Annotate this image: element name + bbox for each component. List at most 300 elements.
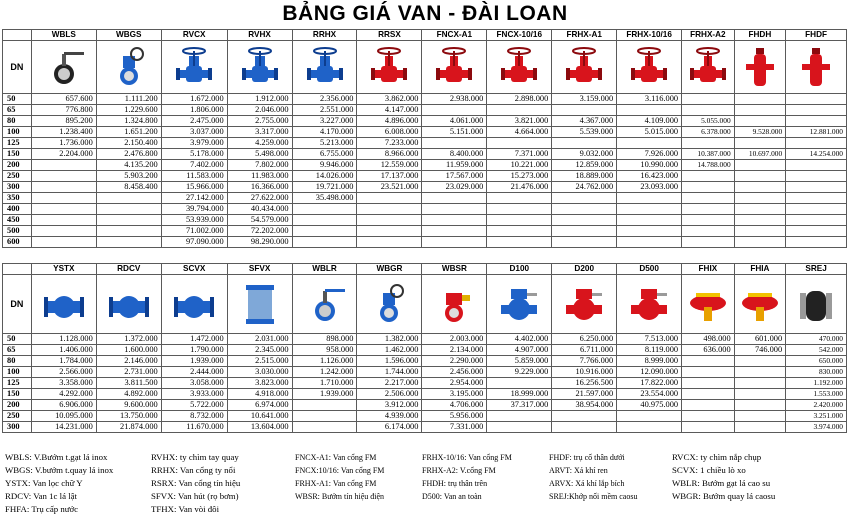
price-cell bbox=[96, 193, 161, 204]
control-valve-blue-icon bbox=[487, 281, 551, 327]
price-cell bbox=[734, 193, 786, 204]
price-cell: 4.292.000 bbox=[31, 389, 96, 400]
price-cell: 1.736.000 bbox=[31, 138, 96, 149]
price-cell: 1.939.000 bbox=[161, 356, 227, 367]
strainer-blue-icon bbox=[32, 281, 96, 327]
price-cell: 6.755.000 bbox=[292, 149, 357, 160]
price-cell: 3.358.000 bbox=[31, 378, 96, 389]
legend-item: RRHX: Van cổng ty nổi bbox=[151, 465, 236, 475]
legend-item: TFHX: Van vòi đôi bbox=[151, 504, 220, 514]
column-header-fhdh: FHDH bbox=[734, 30, 786, 41]
price-cell: 40.434.000 bbox=[227, 204, 292, 215]
table-row bbox=[3, 204, 847, 215]
valve-image-rdcv bbox=[96, 275, 161, 334]
price-cell bbox=[734, 171, 786, 182]
price-cell: 2.551.000 bbox=[292, 105, 357, 116]
control-valve-red-icon bbox=[617, 281, 681, 327]
legend-item: RSRX: Van cổng tín hiệu bbox=[151, 478, 241, 488]
price-cell: 16.256.500 bbox=[552, 378, 617, 389]
price-cell: 1.744.000 bbox=[357, 367, 422, 378]
price-cell: 6.250.000 bbox=[552, 334, 617, 345]
price-cell: 2.031.000 bbox=[227, 334, 292, 345]
table-row bbox=[3, 182, 847, 193]
price-cell bbox=[357, 193, 422, 204]
price-cell bbox=[734, 367, 786, 378]
column-header-fhdf: FHDF bbox=[786, 30, 847, 41]
price-cell: 1.939.000 bbox=[292, 389, 357, 400]
price-cell: 3.251.000 bbox=[786, 411, 847, 422]
price-cell: 3.116.000 bbox=[617, 94, 682, 105]
price-cell: 2.345.000 bbox=[227, 345, 292, 356]
price-cell: 4.664.000 bbox=[487, 127, 552, 138]
price-cell bbox=[734, 116, 786, 127]
corner-cell bbox=[3, 30, 32, 41]
price-cell: 1.596.000 bbox=[357, 356, 422, 367]
price-cell: 3.912.000 bbox=[357, 400, 422, 411]
dn-cell: 65 bbox=[3, 345, 32, 356]
price-cell: 21.874.000 bbox=[96, 422, 161, 433]
price-cell: 2.134.000 bbox=[422, 345, 487, 356]
price-cell bbox=[682, 400, 735, 411]
price-cell bbox=[734, 422, 786, 433]
legend-item: FHFA: Trụ cấp nước bbox=[5, 504, 79, 514]
price-cell bbox=[786, 171, 847, 182]
table-row bbox=[3, 400, 847, 411]
price-cell: 2.290.000 bbox=[422, 356, 487, 367]
price-cell bbox=[422, 105, 487, 116]
price-cell: 1.406.000 bbox=[31, 345, 96, 356]
gate-red-wheel-icon bbox=[487, 44, 551, 90]
dn-cell: 300 bbox=[3, 422, 32, 433]
legend-item: WBLS: V.Bướm t.gạt lá inox bbox=[5, 452, 108, 462]
price-cell bbox=[786, 182, 847, 193]
price-cell: 40.975.000 bbox=[617, 400, 682, 411]
price-cell: 15.273.000 bbox=[487, 171, 552, 182]
price-cell: 12.881.000 bbox=[786, 127, 847, 138]
price-cell: 1.324.800 bbox=[96, 116, 161, 127]
price-cell bbox=[422, 215, 487, 226]
price-cell bbox=[734, 411, 786, 422]
price-cell bbox=[31, 193, 96, 204]
price-cell: 27.142.000 bbox=[161, 193, 227, 204]
price-cell bbox=[734, 237, 786, 248]
price-cell bbox=[487, 226, 552, 237]
gate-red-small-icon bbox=[682, 44, 734, 90]
price-cell: 13.604.000 bbox=[227, 422, 292, 433]
price-cell bbox=[552, 204, 617, 215]
price-cell bbox=[786, 215, 847, 226]
price-cell: 17.137.000 bbox=[357, 171, 422, 182]
price-cell: 1.126.000 bbox=[292, 356, 357, 367]
price-cell bbox=[357, 237, 422, 248]
price-cell: 18.999.000 bbox=[487, 389, 552, 400]
price-cell bbox=[487, 215, 552, 226]
foot-valve-blue-icon bbox=[228, 281, 292, 327]
valve-image-srej bbox=[786, 275, 847, 334]
price-cell bbox=[682, 94, 735, 105]
price-cell: 3.037.000 bbox=[161, 127, 227, 138]
gate-blue-large-icon bbox=[228, 44, 292, 90]
price-cell: 636.000 bbox=[682, 345, 735, 356]
price-cell bbox=[292, 204, 357, 215]
column-header-rrsx: RRSX bbox=[357, 30, 422, 41]
price-cell: 11.983.000 bbox=[227, 171, 292, 182]
column-header-fncx-10-16: FNCX-10/16 bbox=[487, 30, 552, 41]
price-cell: 1.242.000 bbox=[292, 367, 357, 378]
butterfly-signal-red-icon bbox=[422, 281, 486, 327]
dn-cell: 450 bbox=[3, 215, 32, 226]
table-row bbox=[3, 116, 847, 127]
legend-item: FNCX-A1: Van cổng FM bbox=[295, 453, 377, 462]
column-header-d200: D200 bbox=[552, 264, 617, 275]
price-cell bbox=[682, 138, 735, 149]
price-cell bbox=[31, 226, 96, 237]
price-cell: 12.559.000 bbox=[357, 160, 422, 171]
price-cell: 6.378.000 bbox=[682, 127, 735, 138]
rubber-joint-icon bbox=[786, 281, 846, 327]
price-cell: 8.458.400 bbox=[96, 182, 161, 193]
price-cell bbox=[734, 138, 786, 149]
price-cell bbox=[682, 356, 735, 367]
dn-cell: 125 bbox=[3, 138, 32, 149]
price-cell: 4.147.000 bbox=[357, 105, 422, 116]
price-cell: 2.475.000 bbox=[161, 116, 227, 127]
gate-red-icon bbox=[357, 44, 421, 90]
column-header-wbgs: WBGS bbox=[96, 30, 161, 41]
price-cell: 7.402.000 bbox=[161, 160, 227, 171]
gate-red-rising-icon bbox=[552, 44, 616, 90]
price-cell: 71.002.000 bbox=[161, 226, 227, 237]
dn-cell: 125 bbox=[3, 378, 32, 389]
price-cell bbox=[734, 160, 786, 171]
price-cell: 23.521.000 bbox=[357, 182, 422, 193]
dn-cell: 100 bbox=[3, 367, 32, 378]
price-cell bbox=[552, 193, 617, 204]
price-cell bbox=[292, 411, 357, 422]
price-cell: 6.711.000 bbox=[552, 345, 617, 356]
price-cell: 17.822.000 bbox=[617, 378, 682, 389]
column-header-d500: D500 bbox=[617, 264, 682, 275]
price-cell: 1.806.000 bbox=[161, 105, 227, 116]
price-cell: 21.476.000 bbox=[487, 182, 552, 193]
column-header-rvcx: RVCX bbox=[161, 30, 227, 41]
valve-image-fhdf bbox=[786, 41, 847, 94]
price-cell: 9.600.000 bbox=[96, 400, 161, 411]
dn-cell: 200 bbox=[3, 400, 32, 411]
price-cell bbox=[31, 237, 96, 248]
price-cell bbox=[552, 237, 617, 248]
legend-item: FHDH: trụ thân trên bbox=[422, 479, 488, 488]
price-cell: 8.999.000 bbox=[617, 356, 682, 367]
price-cell: 10.916.000 bbox=[552, 367, 617, 378]
legend bbox=[5, 452, 847, 518]
price-cell: 23.029.000 bbox=[422, 182, 487, 193]
table-row bbox=[3, 356, 847, 367]
price-cell: 2.420.000 bbox=[786, 400, 847, 411]
table-row bbox=[3, 215, 847, 226]
price-cell: 4.402.000 bbox=[487, 334, 552, 345]
legend-item: FRHX-A2: V.cổng FM bbox=[422, 466, 496, 475]
price-cell: 3.030.000 bbox=[227, 367, 292, 378]
price-cell: 11.583.000 bbox=[161, 171, 227, 182]
price-cell: 5.859.000 bbox=[487, 356, 552, 367]
price-cell bbox=[734, 204, 786, 215]
price-cell: 1.229.600 bbox=[96, 105, 161, 116]
price-cell: 5.213.000 bbox=[292, 138, 357, 149]
price-cell: 14.026.000 bbox=[292, 171, 357, 182]
price-cell bbox=[617, 193, 682, 204]
valve-image-frhx-10-16 bbox=[617, 41, 682, 94]
column-header-fhix: FHIX bbox=[682, 264, 735, 275]
price-cell: 1.462.000 bbox=[357, 345, 422, 356]
price-cell: 7.926.000 bbox=[617, 149, 682, 160]
price-cell: 4.892.000 bbox=[96, 389, 161, 400]
price-cell bbox=[96, 204, 161, 215]
price-cell bbox=[422, 237, 487, 248]
price-cell: 12.859.000 bbox=[552, 160, 617, 171]
price-cell bbox=[487, 237, 552, 248]
price-cell: 2.444.000 bbox=[161, 367, 227, 378]
valve-image-wbgs bbox=[96, 41, 161, 94]
price-cell: 21.597.000 bbox=[552, 389, 617, 400]
price-cell bbox=[682, 389, 735, 400]
hydrant-head-red-icon bbox=[735, 281, 786, 327]
price-cell: 3.821.000 bbox=[487, 116, 552, 127]
price-cell: 38.954.000 bbox=[552, 400, 617, 411]
column-header-rvhx: RVHX bbox=[227, 30, 292, 41]
price-cell: 2.003.000 bbox=[422, 334, 487, 345]
price-cell: 4.367.000 bbox=[552, 116, 617, 127]
table-row bbox=[3, 149, 847, 160]
gate-red-wheel-icon bbox=[422, 44, 486, 90]
price-cell: 72.202.000 bbox=[227, 226, 292, 237]
column-header-ystx: YSTX bbox=[31, 264, 96, 275]
price-cell: 19.721.000 bbox=[292, 182, 357, 193]
price-cell: 2.476.800 bbox=[96, 149, 161, 160]
price-cell: 16.366.000 bbox=[227, 182, 292, 193]
legend-item: ARVT: Xả khí ren bbox=[549, 466, 608, 475]
price-cell bbox=[292, 400, 357, 411]
price-cell bbox=[682, 105, 735, 116]
price-cell: 5.722.000 bbox=[161, 400, 227, 411]
price-cell: 27.622.000 bbox=[227, 193, 292, 204]
price-cell bbox=[31, 204, 96, 215]
butterfly-lever-icon bbox=[32, 44, 96, 90]
legend-item: WBLR: Bướm gạt lá cao su bbox=[672, 478, 771, 488]
price-cell bbox=[617, 237, 682, 248]
price-cell bbox=[617, 105, 682, 116]
column-header-frhx-a2: FRHX-A2 bbox=[682, 30, 735, 41]
price-cell: 5.539.000 bbox=[552, 127, 617, 138]
price-cell bbox=[422, 226, 487, 237]
column-header-wbgr: WBGR bbox=[357, 264, 422, 275]
price-cell bbox=[682, 226, 735, 237]
price-cell bbox=[617, 138, 682, 149]
table2-image-row bbox=[3, 275, 847, 334]
valve-image-scvx bbox=[161, 275, 227, 334]
price-cell: 2.755.000 bbox=[227, 116, 292, 127]
valve-image-frhx-a1 bbox=[552, 41, 617, 94]
price-cell: 5.178.000 bbox=[161, 149, 227, 160]
column-header-frhx-a1: FRHX-A1 bbox=[552, 30, 617, 41]
price-cell bbox=[682, 237, 735, 248]
price-cell bbox=[734, 356, 786, 367]
price-cell: 6.008.000 bbox=[357, 127, 422, 138]
price-cell bbox=[682, 193, 735, 204]
price-cell: 2.954.000 bbox=[422, 378, 487, 389]
price-cell bbox=[31, 160, 96, 171]
dn-cell: 500 bbox=[3, 226, 32, 237]
price-cell: 17.567.000 bbox=[422, 171, 487, 182]
price-cell: 16.423.000 bbox=[617, 171, 682, 182]
column-header-wbls: WBLS bbox=[31, 30, 96, 41]
price-cell bbox=[292, 226, 357, 237]
price-cell: 8.400.000 bbox=[422, 149, 487, 160]
price-cell bbox=[487, 138, 552, 149]
price-cell: 4.896.000 bbox=[357, 116, 422, 127]
price-cell bbox=[487, 193, 552, 204]
valve-image-frhx-a2 bbox=[682, 41, 735, 94]
price-cell bbox=[734, 226, 786, 237]
price-cell: 10.387.000 bbox=[682, 149, 735, 160]
price-cell bbox=[786, 105, 847, 116]
price-cell: 6.906.000 bbox=[31, 400, 96, 411]
price-cell bbox=[786, 116, 847, 127]
price-cell: 12.090.000 bbox=[617, 367, 682, 378]
dn-cell: 65 bbox=[3, 105, 32, 116]
price-cell: 895.200 bbox=[31, 116, 96, 127]
price-cell: 3.159.000 bbox=[552, 94, 617, 105]
price-cell bbox=[682, 378, 735, 389]
dn-cell: 200 bbox=[3, 160, 32, 171]
price-cell: 7.233.000 bbox=[357, 138, 422, 149]
price-cell: 3.811.500 bbox=[96, 378, 161, 389]
legend-item: YSTX: Van lọc chữ Y bbox=[5, 478, 83, 488]
price-cell bbox=[292, 215, 357, 226]
table1-image-row bbox=[3, 41, 847, 94]
price-cell: 2.731.000 bbox=[96, 367, 161, 378]
table-row bbox=[3, 193, 847, 204]
price-cell bbox=[786, 193, 847, 204]
price-cell: 8.966.000 bbox=[357, 149, 422, 160]
price-cell: 3.823.000 bbox=[227, 378, 292, 389]
price-cell: 3.317.000 bbox=[227, 127, 292, 138]
price-cell: 9.946.000 bbox=[292, 160, 357, 171]
page-title: BẢNG GIÁ VAN - ĐÀI LOAN bbox=[282, 2, 568, 25]
dn-cell: 100 bbox=[3, 127, 32, 138]
table-row bbox=[3, 334, 847, 345]
price-cell: 5.015.000 bbox=[617, 127, 682, 138]
price-cell: 1.372.000 bbox=[96, 334, 161, 345]
column-header-wblr: WBLR bbox=[292, 264, 357, 275]
price-cell bbox=[552, 226, 617, 237]
price-cell: 4.259.000 bbox=[227, 138, 292, 149]
price-cell: 2.146.000 bbox=[96, 356, 161, 367]
valve-image-wbls bbox=[31, 41, 96, 94]
legend-item: SREJ:Khớp nối mềm caosu bbox=[549, 492, 638, 501]
legend-item: FRHX-A1: Van cổng FM bbox=[295, 479, 377, 488]
price-cell bbox=[487, 411, 552, 422]
price-cell: 39.794.000 bbox=[161, 204, 227, 215]
table-row bbox=[3, 389, 847, 400]
legend-item: WBSR: Bướm tín hiệu điện bbox=[295, 492, 385, 501]
price-cell bbox=[357, 204, 422, 215]
price-cell bbox=[786, 160, 847, 171]
corner-cell bbox=[3, 264, 32, 275]
price-cell: 5.903.200 bbox=[96, 171, 161, 182]
price-cell: 2.150.400 bbox=[96, 138, 161, 149]
table-row bbox=[3, 367, 847, 378]
price-cell: 7.513.000 bbox=[617, 334, 682, 345]
price-cell: 7.766.000 bbox=[552, 356, 617, 367]
price-cell: 2.938.000 bbox=[422, 94, 487, 105]
price-cell: 3.933.000 bbox=[161, 389, 227, 400]
price-cell bbox=[786, 138, 847, 149]
price-cell: 4.939.000 bbox=[357, 411, 422, 422]
price-cell: 1.553.000 bbox=[786, 389, 847, 400]
legend-item: WBGS: V.bướm t.quay lá inox bbox=[5, 465, 114, 475]
valve-image-rrhx bbox=[292, 41, 357, 94]
table-row bbox=[3, 127, 847, 138]
dn-cell: 250 bbox=[3, 171, 32, 182]
dn-cell: 600 bbox=[3, 237, 32, 248]
price-cell: 5.055.000 bbox=[682, 116, 735, 127]
price-cell bbox=[422, 193, 487, 204]
price-cell bbox=[786, 94, 847, 105]
table-row bbox=[3, 237, 847, 248]
table-row bbox=[3, 226, 847, 237]
price-cell: 24.762.000 bbox=[552, 182, 617, 193]
price-cell bbox=[617, 204, 682, 215]
price-cell bbox=[786, 237, 847, 248]
price-cell: 23.093.000 bbox=[617, 182, 682, 193]
price-cell: 4.109.000 bbox=[617, 116, 682, 127]
price-cell: 3.862.000 bbox=[357, 94, 422, 105]
price-cell bbox=[786, 204, 847, 215]
valve-image-fhdh bbox=[734, 41, 786, 94]
price-cell: 1.382.000 bbox=[357, 334, 422, 345]
table-row bbox=[3, 411, 847, 422]
price-cell bbox=[734, 378, 786, 389]
valve-image-d200 bbox=[552, 275, 617, 334]
price-cell: 2.456.000 bbox=[422, 367, 487, 378]
price-cell: 35.498.000 bbox=[292, 193, 357, 204]
price-cell: 1.790.000 bbox=[161, 345, 227, 356]
legend-item: WBGR: Bướm quay lá caosu bbox=[672, 491, 776, 501]
price-cell: 11.670.000 bbox=[161, 422, 227, 433]
table-row bbox=[3, 378, 847, 389]
price-cell: 5.498.000 bbox=[227, 149, 292, 160]
price-cell: 1.651.200 bbox=[96, 127, 161, 138]
price-cell: 14.788.000 bbox=[682, 160, 735, 171]
dn-cell: 150 bbox=[3, 149, 32, 160]
valve-image-rvhx bbox=[227, 41, 292, 94]
price-cell bbox=[31, 215, 96, 226]
legend-item: SCVX: 1 chiều lò xo bbox=[672, 465, 746, 475]
price-cell: 8.732.000 bbox=[161, 411, 227, 422]
price-table-2 bbox=[2, 263, 847, 433]
hydrant-head-red-icon bbox=[682, 281, 734, 327]
table1-header-row bbox=[3, 30, 847, 41]
valve-image-rvcx bbox=[161, 41, 227, 94]
dn-cell: 350 bbox=[3, 193, 32, 204]
legend-item: FRHX-10/16: Van cổng FM bbox=[422, 453, 512, 462]
price-cell: 11.959.000 bbox=[422, 160, 487, 171]
price-cell bbox=[96, 237, 161, 248]
gate-blue-icon bbox=[162, 44, 227, 90]
price-cell: 4.706.000 bbox=[422, 400, 487, 411]
price-cell: 2.356.000 bbox=[292, 94, 357, 105]
